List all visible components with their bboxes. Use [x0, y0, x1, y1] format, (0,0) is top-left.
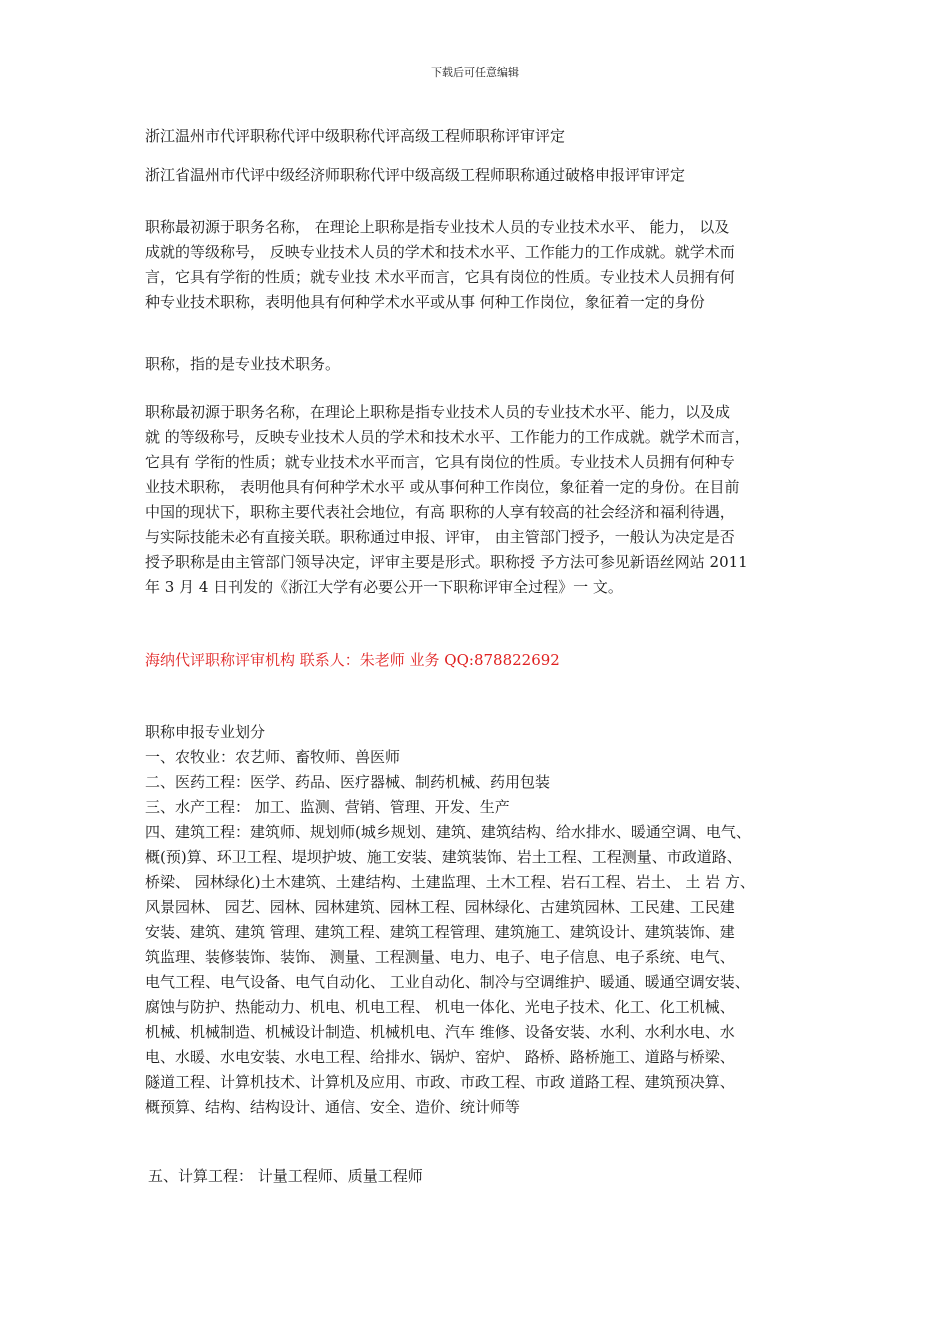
category-line: 隧道工程、计算机技术、计算机及应用、市政、市政工程、市政 道路工程、建筑预决算、 [145, 1073, 735, 1091]
category-line: 安装、建筑、建筑 管理、建筑工程、建筑工程管理、建筑施工、建筑设计、建筑装饰、建 [145, 923, 735, 941]
category-line: 二、医药工程：医学、药品、医疗器械、制药机械、药用包装 [145, 773, 551, 791]
contact-line: 海纳代评职称评审机构 联系人：朱老师 业务 QQ:878822692 [145, 651, 560, 669]
category-line: 一、农牧业：农艺师、畜牧师、兽医师 [145, 748, 401, 766]
category-line: 概预算、结构、结构设计、通信、安全、造价、统计师等 [145, 1098, 521, 1116]
category-line: 概(预)算、环卫工程、堤坝护坡、施工安装、建筑装饰、岩土工程、工程测量、市政道路、 [145, 848, 742, 866]
category-line: 四、建筑工程：建筑师、规划师(城乡规划、建筑、建筑结构、给水排水、暖通空调、电气、 [145, 823, 751, 841]
paragraph-line: 年 3 月 4 日刊发的《浙江大学有必要公开一下职称评审全过程》一 文。 [145, 578, 623, 596]
category-5: 五、计算工程： 计量工程师、质量工程师 [148, 1167, 423, 1185]
category-line: 筑监理、装修装饰、装饰、 测量、工程测量、电力、电子、电子信息、电子系统、电气、 [145, 948, 735, 966]
paragraph-line: 它具有 学衔的性质；就专业技术水平而言，它具有岗位的性质。专业技术人员拥有何种专 [145, 453, 735, 471]
categories-list [145, 745, 825, 1120]
paragraph-2: 职称，指的是专业技术职务。 [145, 355, 341, 373]
category-line: 三、水产工程： 加工、监测、营销、管理、开发、生产 [145, 798, 510, 816]
paragraph-line: 成就的等级称号， 反映专业技术人员的学术和技术水平、工作能力的工作成就。就学术而 [145, 243, 735, 261]
paragraph-line: 与实际技能未必有直接关联。职称通过申报、评审， 由主管部门授予，一般认为决定是否 [145, 528, 735, 546]
title-line-1: 浙江温州市代评职称代评中级职称代评高级工程师职称评审评定 [145, 127, 566, 145]
document-body [145, 124, 825, 1189]
paragraph-3 [145, 400, 825, 600]
category-line: 风景园林、 园艺、园林、园林建筑、园林工程、园林绿化、古建筑园林、工民建、工民建 [145, 898, 735, 916]
paragraph-line: 授予职称是由主管部门领导决定，评审主要是形式。职称授 予方法可参见新语丝网站 2011 [145, 553, 748, 571]
paragraph-line: 种专业技术职称，表明他具有何种学术水平或从事 何种工作岗位，象征着一定的身份 [145, 293, 705, 311]
categories-heading: 职称申报专业划分 [145, 723, 266, 741]
paragraph-1 [145, 215, 825, 315]
paragraph-line: 中国的现状下，职称主要代表社会地位，有高 职称的人享有较高的社会经济和福利待遇， [145, 503, 735, 521]
paragraph-line: 职称最初源于职务名称，在理论上职称是指专业技术人员的专业技术水平、能力，以及成 [145, 403, 731, 421]
category-line: 电、水暖、水电安装、水电工程、给排水、锅炉、窑炉、 路桥、路桥施工、道路与桥梁、 [145, 1048, 735, 1066]
category-line: 腐蚀与防护、热能动力、机电、机电工程、 机电一体化、光电子技术、化工、化工机械、 [145, 998, 735, 1016]
category-line: 桥梁、 园林绿化)土木建筑、土建结构、土建监理、土木工程、岩石工程、岩土、 土 岩 方、 [145, 873, 755, 891]
paragraph-line: 职称最初源于职务名称， 在理论上职称是指专业技术人员的专业技术水平、 能力， 以及 [145, 218, 730, 236]
header-note: 下载后可任意编辑 [431, 66, 519, 79]
paragraph-line: 业技术职称， 表明他具有何种学术水平 或从事何种工作岗位，象征着一定的身份。在目前 [145, 478, 740, 496]
paragraph-line: 就 的等级称号，反映专业技术人员的学术和技术水平、工作能力的工作成就。就学术而言， [145, 428, 750, 446]
category-line: 电气工程、电气设备、电气自动化、 工业自动化、制冷与空调维护、暖通、暖通空调安装、 [145, 973, 750, 991]
category-line: 机械、机械制造、机械设计制造、机械机电、汽车 维修、设备安装、水利、水利水电、水 [145, 1023, 735, 1041]
paragraph-line: 言，它具有学衔的性质；就专业技 术水平而言，它具有岗位的性质。专业技术人员拥有何 [145, 268, 735, 286]
title-line-2: 浙江省温州市代评中级经济师职称代评中级高级工程师职称通过破格申报评审评定 [145, 166, 686, 184]
